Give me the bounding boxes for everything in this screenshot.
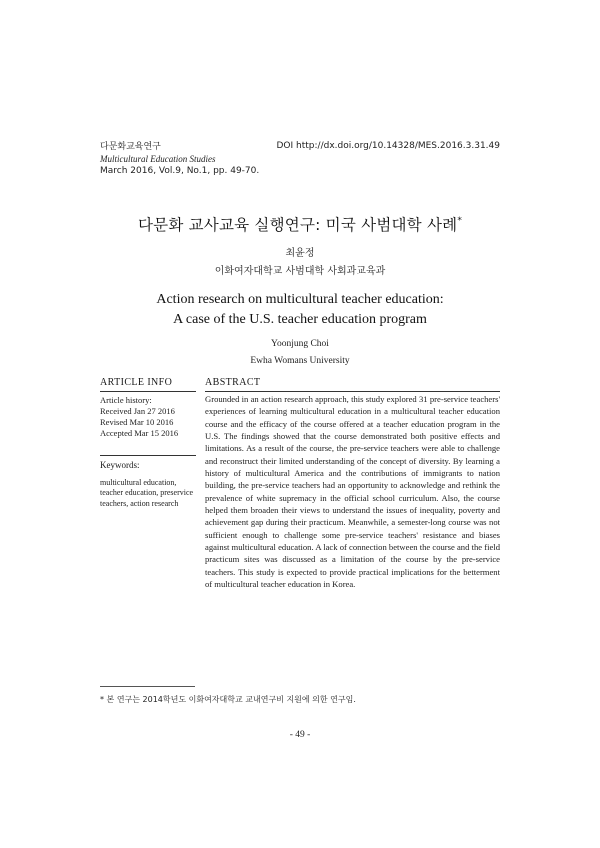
keywords-rule bbox=[100, 455, 196, 456]
footnote-rule bbox=[100, 686, 195, 687]
article-info-rule bbox=[100, 391, 196, 392]
journal-name-ko: 다문화교육연구 bbox=[100, 142, 161, 152]
title-english-line-2: A case of the U.S. teacher education program bbox=[173, 312, 427, 327]
footnote: * 본 연구는 2014학년도 이화여자대학교 교내연구비 지원에 의한 연구임. bbox=[100, 695, 356, 704]
affiliation-english: Ewha Womans University bbox=[250, 356, 350, 366]
journal-header bbox=[100, 141, 259, 177]
title-english-line-1: Action research on multicultural teacher education: bbox=[156, 292, 444, 307]
abstract-rule bbox=[205, 391, 500, 392]
journal-name-en: Multicultural Education Studies bbox=[100, 154, 216, 164]
revised-date: Revised Mar 10 2016 bbox=[100, 417, 174, 427]
keywords-heading: Keywords: bbox=[100, 460, 140, 470]
page-number: - 49 - bbox=[289, 730, 311, 740]
title-korean bbox=[0, 213, 600, 235]
title-korean-text: 다문화 교사교육 실행연구: 미국 사범대학 사례 bbox=[137, 216, 458, 234]
affiliation-korean: 이화여자대학교 사범대학 사회과교육과 bbox=[214, 266, 386, 277]
title-english bbox=[0, 290, 600, 330]
author-korean: 최윤정 bbox=[285, 248, 315, 259]
author-english: Yoonjung Choi bbox=[271, 339, 329, 349]
keywords-list: multicultural education, teacher education, preservice teachers, action research bbox=[100, 478, 194, 508]
article-history bbox=[100, 395, 178, 439]
doi-link[interactable]: DOI http://dx.doi.org/10.14328/MES.2016.3.31.49 bbox=[276, 141, 500, 151]
history-label: Article history: bbox=[100, 395, 152, 405]
received-date: Received Jan 27 2016 bbox=[100, 406, 175, 416]
article-info-heading: ARTICLE INFO bbox=[100, 377, 173, 388]
accepted-date: Accepted Mar 15 2016 bbox=[100, 428, 179, 438]
journal-issue: March 2016, Vol.9, No.1, pp. 49-70. bbox=[100, 166, 260, 176]
abstract-heading: ABSTRACT bbox=[205, 377, 261, 388]
abstract-body: Grounded in an action research approach, this study explored 31 pre-service teachers' experiences of learning multicultural education in a multicultural teacher education course and the efficacy of the course offered at a teacher education program in the U.S. The findings showed that the course demonstrated both positive effects and limitations. As a result of the course, the pre-service teachers were able to challenge and reconstruct their limited understanding of the concept of diversity. By learning a history of multicultural America and the contributions of immigrants to nation building, the pre-service teachers had an opportunity to acknowledge and rethink the prevalence of white supremacy in the official school curriculum. Also, the course helped them broaden their views to understand the issues of inequality, poverty and achievement gap during their practicum. Meanwhile, a semester-long course was not sufficient enough to challenge some pre-service teachers' resistance and biases against multicultural education. A lack of connection between the course and the field practicum sites was discussed as a limitation of the course by the pre-service teachers. This study is expected to provide practical implications for the betterment of multicultural teacher education in Korea. bbox=[205, 394, 500, 590]
title-footnote-mark: * bbox=[457, 216, 463, 226]
